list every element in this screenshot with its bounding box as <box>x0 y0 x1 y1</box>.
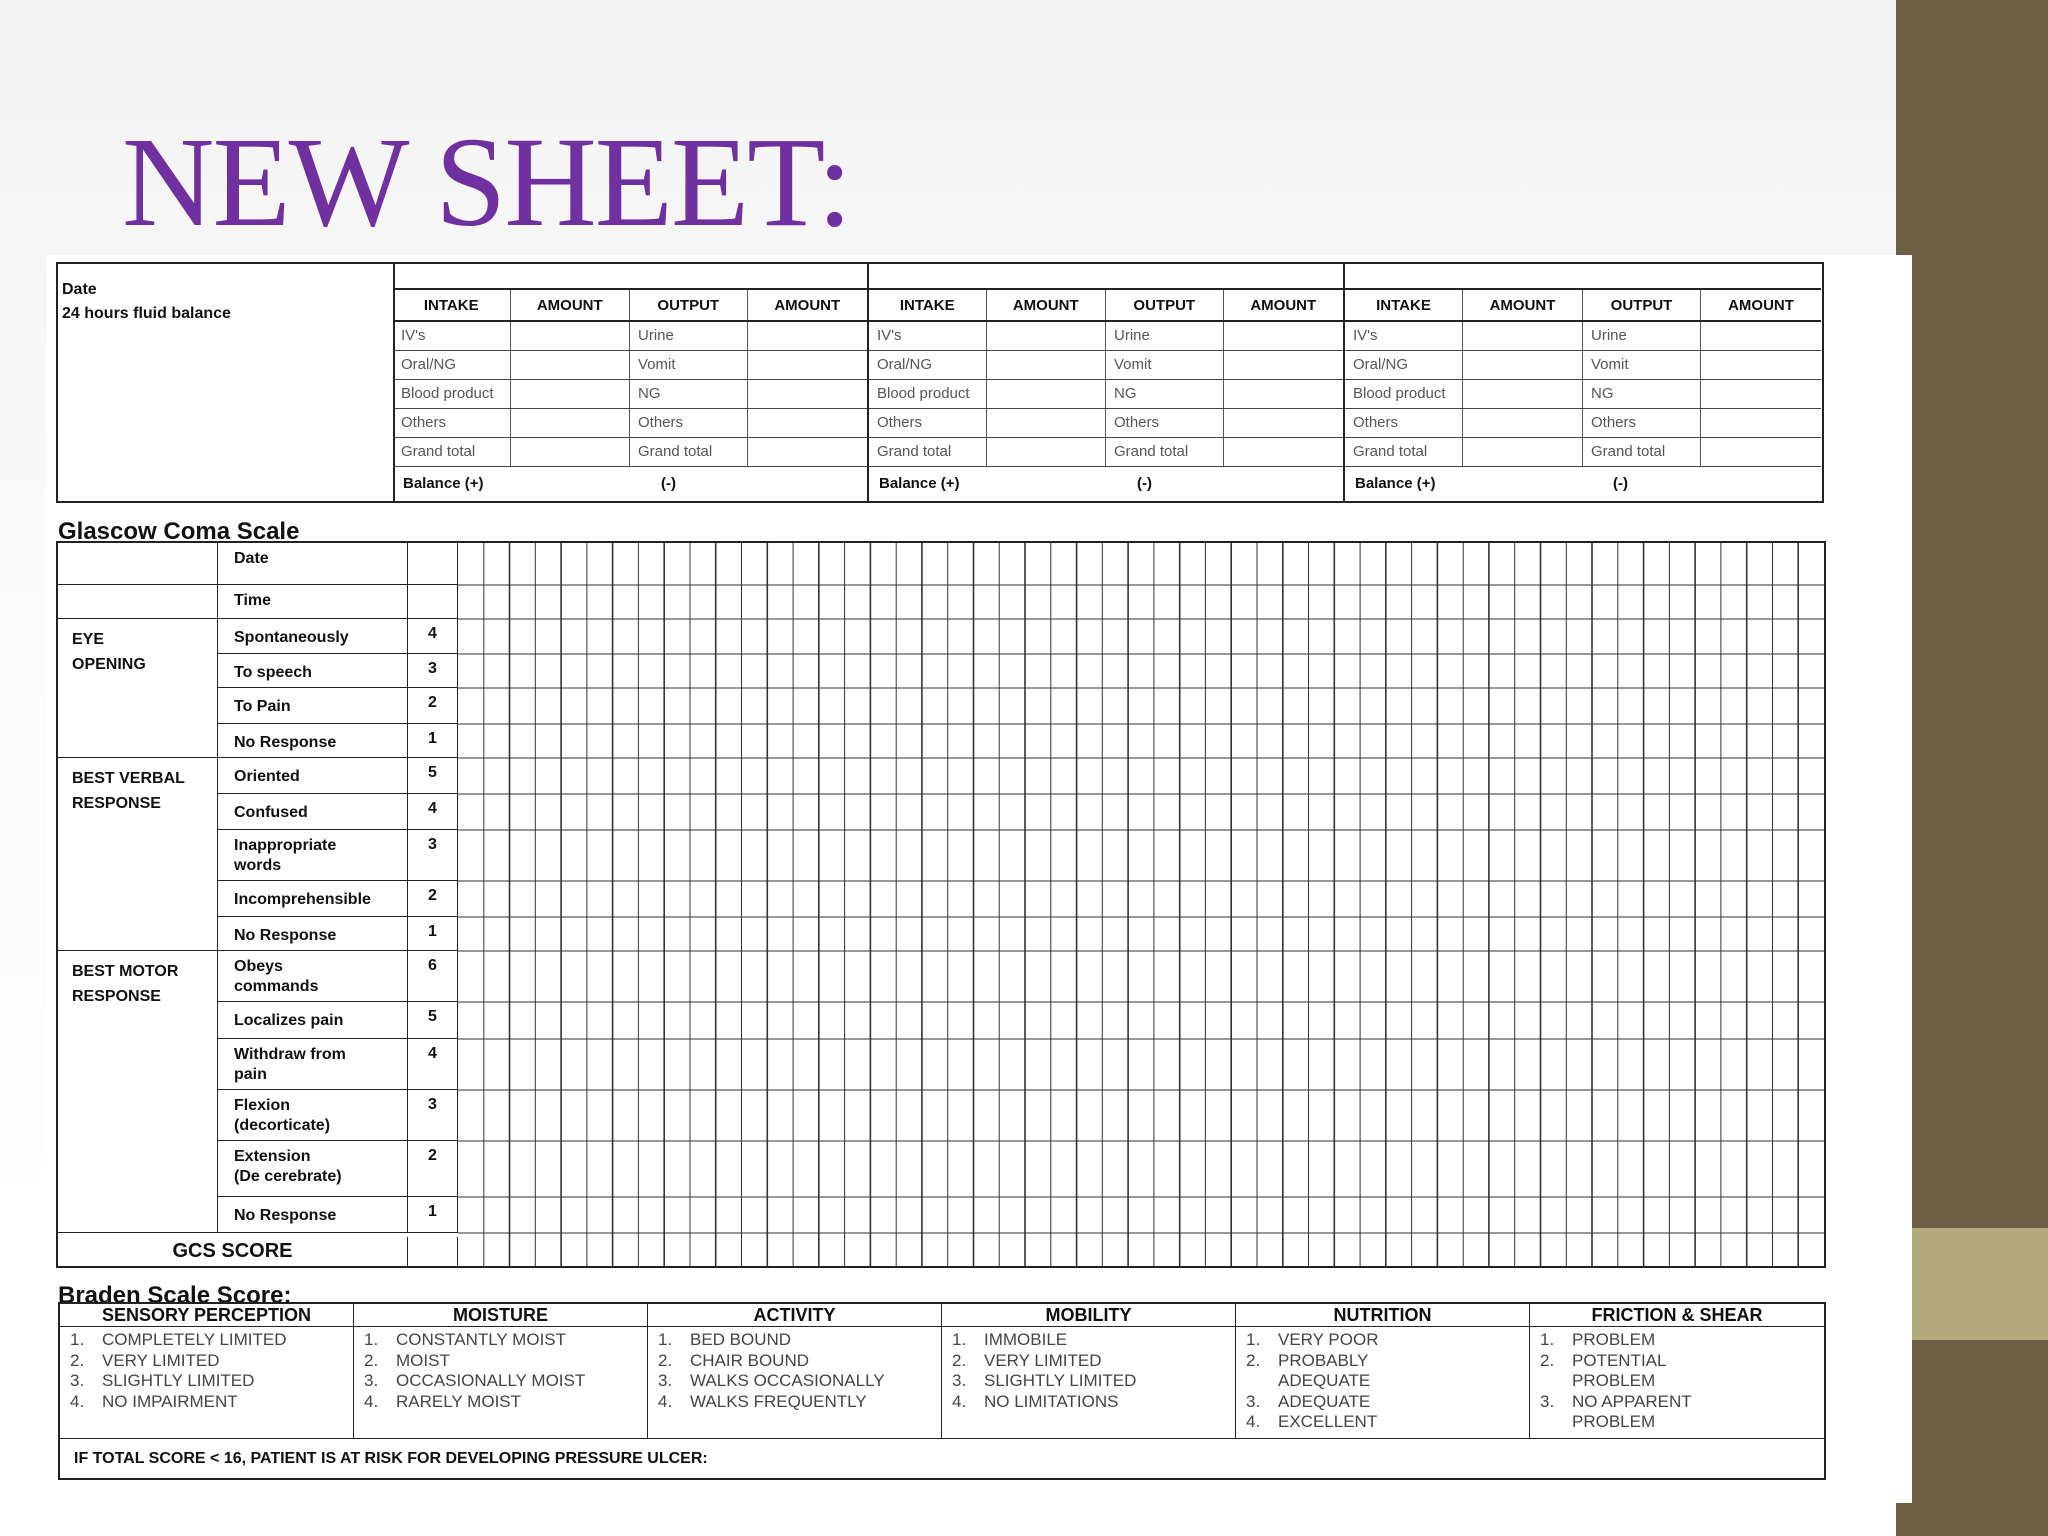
fluid-amount-cell[interactable] <box>1224 351 1343 379</box>
fluid-header-row <box>393 290 867 322</box>
braden-column-header: SENSORY PERCEPTION <box>60 1304 353 1327</box>
gcs-response-label: Flexion (decorticate) <box>218 1090 408 1141</box>
fluid-amount-cell[interactable] <box>1701 351 1821 379</box>
fluid-row <box>393 322 867 351</box>
fluid-header-row <box>869 290 1343 322</box>
fluid-header-cell: INTAKE <box>869 290 987 320</box>
braden-option-label: VERY LIMITED <box>102 1350 220 1370</box>
braden-option-number: 3. <box>1540 1391 1555 1411</box>
fluid-amount-cell[interactable] <box>1224 438 1343 466</box>
braden-option <box>1540 1371 1814 1392</box>
fluid-amount-cell[interactable] <box>1224 322 1343 350</box>
fluid-label-cell: Blood product <box>393 380 511 408</box>
fluid-block-date-cell[interactable] <box>393 264 867 290</box>
braden-option-label: NO LIMITATIONS <box>984 1391 1119 1411</box>
gcs-response-label: To speech <box>218 654 408 688</box>
fluid-row <box>393 409 867 438</box>
gcs-blank-cell <box>58 543 218 585</box>
fluid-label-cell: Grand total <box>630 438 748 466</box>
fluid-header-cell: AMOUNT <box>987 290 1107 320</box>
braden-option <box>952 1371 1225 1392</box>
gcs-response-label: No Response <box>218 724 408 758</box>
braden-option <box>1540 1330 1814 1351</box>
braden-option-label: BED BOUND <box>690 1330 792 1349</box>
gcs-response-label: Obeys commands <box>218 951 408 1002</box>
fluid-row <box>393 380 867 409</box>
braden-option-number: 2. <box>658 1350 673 1370</box>
fluid-block-1 <box>393 264 869 501</box>
braden-option-label: NO APPARENT <box>1572 1391 1692 1411</box>
braden-option <box>364 1371 637 1392</box>
gcs-response-score: 2 <box>408 1141 458 1197</box>
fluid-amount-cell[interactable] <box>748 380 867 408</box>
fluid-label-cell: Others <box>1345 409 1463 437</box>
fluid-label-cell: Grand total <box>393 438 511 466</box>
braden-column-header: ACTIVITY <box>648 1304 941 1327</box>
fluid-amount-cell[interactable] <box>748 351 867 379</box>
fluid-row <box>869 380 1343 409</box>
braden-option-label: SLIGHTLY LIMITED <box>102 1371 255 1390</box>
gcs-blank-cell <box>408 585 458 619</box>
braden-option-label: IMMOBILE <box>984 1330 1068 1349</box>
fluid-row <box>869 322 1343 351</box>
fluid-row <box>1345 380 1821 409</box>
fluid-label-cell: Vomit <box>1106 351 1224 379</box>
fluid-amount-cell[interactable] <box>1463 351 1583 379</box>
fluid-label-cell: Urine <box>1583 322 1701 350</box>
fluid-label-cell: Grand total <box>1345 438 1463 466</box>
fluid-amount-cell[interactable] <box>987 380 1107 408</box>
fluid-row <box>869 351 1343 380</box>
gcs-response-label: Oriented <box>218 758 408 794</box>
fluid-label-cell: Others <box>393 409 511 437</box>
braden-option-number: 2. <box>364 1350 379 1370</box>
fluid-amount-cell[interactable] <box>511 322 631 350</box>
braden-option-label: VERY LIMITED <box>984 1350 1102 1370</box>
braden-option-label: ADEQUATE <box>1278 1371 1371 1390</box>
fluid-amount-cell[interactable] <box>511 351 631 379</box>
braden-options-list <box>354 1327 647 1415</box>
braden-option-number: 4. <box>658 1391 673 1411</box>
gcs-response-score: 4 <box>408 1039 458 1090</box>
braden-option-label: CONSTANTLY MOIST <box>396 1330 567 1349</box>
braden-option <box>952 1351 1225 1372</box>
balance-minus-label: (-) <box>1613 475 1628 492</box>
braden-column-header: MOBILITY <box>942 1304 1235 1327</box>
fluid-block-date-cell[interactable] <box>1345 264 1821 290</box>
fluid-header-cell: OUTPUT <box>630 290 748 320</box>
fluid-row <box>1345 438 1821 467</box>
fluid-block-date-cell[interactable] <box>869 264 1343 290</box>
braden-column <box>60 1304 354 1438</box>
gcs-response-score: 2 <box>408 688 458 724</box>
braden-option <box>1246 1412 1519 1433</box>
gcs-response-label: Spontaneously <box>218 619 408 654</box>
braden-option <box>364 1351 637 1372</box>
braden-option-number: 4. <box>952 1391 967 1411</box>
fluid-row <box>869 438 1343 467</box>
fluid-balance-label: 24 hours fluid balance <box>62 305 231 322</box>
braden-option-label: VERY POOR <box>1278 1330 1379 1349</box>
fluid-amount-cell[interactable] <box>1224 380 1343 408</box>
braden-option <box>1540 1392 1814 1413</box>
fluid-amount-cell[interactable] <box>1701 380 1821 408</box>
fluid-label-cell: NG <box>1106 380 1224 408</box>
braden-option-label: NO IMPAIRMENT <box>102 1391 238 1411</box>
braden-options-list <box>942 1327 1235 1415</box>
fluid-amount-cell[interactable] <box>748 409 867 437</box>
braden-option-number <box>1246 1371 1278 1392</box>
gcs-response-label: Withdraw from pain <box>218 1039 408 1090</box>
fluid-amount-cell[interactable] <box>987 351 1107 379</box>
fluid-label-cell: Oral/NG <box>1345 351 1463 379</box>
fluid-amount-cell[interactable] <box>1701 409 1821 437</box>
gcs-title: Glascow Coma Scale <box>58 518 300 545</box>
fluid-label-cell: Others <box>869 409 987 437</box>
braden-option-label: POTENTIAL <box>1572 1350 1667 1370</box>
braden-option-label: WALKS OCCASIONALLY <box>690 1371 885 1390</box>
fluid-balance-row <box>393 467 867 501</box>
fluid-label-cell: NG <box>1583 380 1701 408</box>
braden-column-header: FRICTION & SHEAR <box>1530 1304 1824 1327</box>
fluid-amount-cell[interactable] <box>1463 409 1583 437</box>
fluid-block-3 <box>1345 264 1821 501</box>
braden-option-label: SLIGHTLY LIMITED <box>984 1371 1137 1390</box>
fluid-amount-cell[interactable] <box>1701 322 1821 350</box>
braden-risk-note: IF TOTAL SCORE < 16, PATIENT IS AT RISK FOR DEVELOPING PRESSURE ULCER: <box>60 1438 1824 1478</box>
braden-option-number: 1. <box>1246 1330 1261 1349</box>
fluid-row <box>1345 409 1821 438</box>
braden-option <box>70 1330 343 1351</box>
braden-option-number <box>1540 1371 1572 1392</box>
braden-column <box>648 1304 942 1438</box>
gcs-response-score: 6 <box>408 951 458 1002</box>
fluid-label-cell: Grand total <box>1106 438 1224 466</box>
braden-option-number: 4. <box>364 1391 379 1411</box>
braden-option <box>658 1351 931 1372</box>
gcs-entry-grid[interactable] <box>458 543 1824 1266</box>
slide-title: NEW SHEET: <box>122 111 851 253</box>
fluid-amount-cell[interactable] <box>748 438 867 466</box>
braden-option <box>1246 1351 1519 1372</box>
fluid-header-cell: OUTPUT <box>1583 290 1701 320</box>
gcs-response-score: 5 <box>408 1002 458 1039</box>
braden-option-label: PROBABLY <box>1278 1350 1369 1370</box>
fluid-label-cell: IV's <box>393 322 511 350</box>
braden-option-number: 1. <box>952 1330 967 1349</box>
braden-options-list <box>1530 1327 1824 1436</box>
braden-option-label: PROBLEM <box>1572 1412 1656 1431</box>
braden-option <box>1246 1371 1519 1392</box>
fluid-label-cell: Blood product <box>869 380 987 408</box>
fluid-label-cell: IV's <box>869 322 987 350</box>
fluid-header-cell: AMOUNT <box>1463 290 1583 320</box>
fluid-block-2 <box>869 264 1345 501</box>
braden-column <box>354 1304 648 1438</box>
fluid-amount-cell[interactable] <box>987 409 1107 437</box>
fluid-balance-table <box>56 262 1824 503</box>
gcs-response-label: To Pain <box>218 688 408 724</box>
fluid-amount-cell[interactable] <box>1463 380 1583 408</box>
braden-option <box>658 1330 931 1351</box>
braden-option-number: 3. <box>70 1371 85 1390</box>
braden-option-number <box>1540 1412 1572 1433</box>
braden-column <box>942 1304 1236 1438</box>
braden-option-label: PROBLEM <box>1572 1371 1656 1390</box>
braden-option-number: 4. <box>1246 1412 1261 1431</box>
fluid-amount-cell[interactable] <box>987 438 1107 466</box>
fluid-row <box>393 438 867 467</box>
braden-option-number: 1. <box>658 1330 673 1349</box>
gcs-category-label: BEST MOTOR RESPONSE <box>58 951 218 1233</box>
side-accent-block <box>1912 1228 2048 1340</box>
gcs-category-label: EYE OPENING <box>58 619 218 758</box>
date-label: Date <box>62 281 97 298</box>
fluid-label-cell: Vomit <box>1583 351 1701 379</box>
braden-option-label: MOIST <box>396 1350 450 1370</box>
balance-minus-label: (-) <box>661 475 676 492</box>
braden-option-label: EXCELLENT <box>1278 1412 1378 1431</box>
braden-option-number: 2. <box>70 1350 85 1370</box>
braden-option-number: 3. <box>952 1371 967 1390</box>
braden-option-number: 2. <box>1540 1350 1555 1370</box>
gcs-blank-cell <box>58 585 218 619</box>
gcs-response-label: No Response <box>218 1197 408 1233</box>
fluid-label-cell: Others <box>630 409 748 437</box>
balance-plus-label: Balance (+) <box>879 475 960 492</box>
fluid-balance-row <box>869 467 1343 501</box>
fluid-amount-cell[interactable] <box>511 380 631 408</box>
braden-option-number: 3. <box>658 1371 673 1390</box>
fluid-amount-cell[interactable] <box>748 322 867 350</box>
fluid-label-cell: Blood product <box>1345 380 1463 408</box>
gcs-response-score: 4 <box>408 794 458 830</box>
gcs-response-label: Incomprehensible <box>218 881 408 917</box>
fluid-row <box>1345 322 1821 351</box>
braden-option <box>1540 1412 1814 1433</box>
gcs-date-label: Date <box>218 543 408 585</box>
braden-option-number: 3. <box>364 1371 379 1390</box>
fluid-header-cell: AMOUNT <box>511 290 631 320</box>
fluid-amount-cell[interactable] <box>1224 409 1343 437</box>
braden-option-number: 1. <box>1540 1330 1555 1349</box>
braden-option <box>70 1392 343 1413</box>
fluid-label-cell: NG <box>630 380 748 408</box>
braden-column <box>1236 1304 1530 1438</box>
gcs-response-score: 3 <box>408 654 458 688</box>
braden-options-list <box>60 1327 353 1415</box>
fluid-header-cell: AMOUNT <box>1250 297 1317 314</box>
fluid-header-cell: AMOUNT <box>774 297 841 314</box>
fluid-row <box>393 351 867 380</box>
gcs-response-score: 5 <box>408 758 458 794</box>
gcs-response-label: Inappropriate words <box>218 830 408 881</box>
braden-option <box>364 1330 637 1351</box>
braden-option-label: WALKS FREQUENTLY <box>690 1391 867 1411</box>
gcs-time-label: Time <box>218 585 408 619</box>
braden-option-number: 2. <box>1246 1350 1261 1370</box>
braden-title: Braden Scale Score: <box>58 1282 292 1309</box>
fluid-balance-label-cell <box>58 264 395 501</box>
braden-option-label: OCCASIONALLY MOIST <box>396 1371 586 1390</box>
gcs-score-label: GCS SCORE <box>58 1237 408 1266</box>
gcs-response-score: 1 <box>408 724 458 758</box>
braden-option <box>658 1371 931 1392</box>
gcs-response-score: 3 <box>408 830 458 881</box>
glasgow-coma-scale-table <box>56 541 1826 1268</box>
fluid-header-row <box>1345 290 1821 322</box>
braden-column <box>1530 1304 1824 1438</box>
braden-option-label: PROBLEM <box>1572 1330 1656 1349</box>
gcs-score-cell <box>408 1237 458 1266</box>
balance-plus-label: Balance (+) <box>1355 475 1436 492</box>
braden-option <box>364 1392 637 1413</box>
gcs-response-score: 1 <box>408 917 458 951</box>
fluid-amount-cell[interactable] <box>987 322 1107 350</box>
fluid-header-cell: AMOUNT <box>1728 297 1794 314</box>
fluid-amount-cell[interactable] <box>511 409 631 437</box>
braden-column-header: NUTRITION <box>1236 1304 1529 1327</box>
fluid-amount-cell[interactable] <box>511 438 631 466</box>
fluid-header-cell: INTAKE <box>1345 290 1463 320</box>
braden-option <box>1540 1351 1814 1372</box>
fluid-amount-cell[interactable] <box>1701 438 1821 466</box>
gcs-blank-cell <box>408 543 458 585</box>
braden-option-number: 2. <box>952 1350 967 1370</box>
gcs-response-score: 2 <box>408 881 458 917</box>
braden-option-label: COMPLETELY LIMITED <box>102 1330 287 1349</box>
fluid-label-cell: Vomit <box>630 351 748 379</box>
braden-option <box>1246 1392 1519 1413</box>
fluid-label-cell: IV's <box>1345 322 1463 350</box>
fluid-header-cell: OUTPUT <box>1106 290 1224 320</box>
fluid-header-cell: INTAKE <box>393 290 511 320</box>
fluid-row <box>869 409 1343 438</box>
fluid-label-cell: Others <box>1106 409 1224 437</box>
braden-option-number: 1. <box>364 1330 379 1349</box>
braden-option-label: ADEQUATE <box>1278 1391 1371 1411</box>
braden-option-number: 4. <box>70 1391 85 1411</box>
fluid-label-cell: Grand total <box>869 438 987 466</box>
fluid-label-cell: Urine <box>630 322 748 350</box>
braden-options-list <box>1236 1327 1529 1436</box>
fluid-label-cell: Grand total <box>1583 438 1701 466</box>
gcs-response-score: 3 <box>408 1090 458 1141</box>
braden-option-number: 1. <box>70 1330 85 1349</box>
fluid-amount-cell[interactable] <box>1463 438 1583 466</box>
gcs-response-score: 4 <box>408 619 458 654</box>
braden-options-list <box>648 1327 941 1415</box>
braden-option <box>658 1392 931 1413</box>
balance-minus-label: (-) <box>1137 475 1152 492</box>
fluid-amount-cell[interactable] <box>1463 322 1583 350</box>
gcs-response-label: Localizes pain <box>218 1002 408 1039</box>
gcs-response-score: 1 <box>408 1197 458 1233</box>
fluid-label-cell: Oral/NG <box>869 351 987 379</box>
gcs-response-label: No Response <box>218 917 408 951</box>
braden-option-label: CHAIR BOUND <box>690 1350 810 1370</box>
gcs-category-label: BEST VERBAL RESPONSE <box>58 758 218 951</box>
braden-option <box>952 1330 1225 1351</box>
braden-option-number: 3. <box>1246 1391 1261 1411</box>
fluid-balance-row <box>1345 467 1821 501</box>
fluid-label-cell: Oral/NG <box>393 351 511 379</box>
fluid-row <box>1345 351 1821 380</box>
gcs-response-label: Confused <box>218 794 408 830</box>
braden-column-header: MOISTURE <box>354 1304 647 1327</box>
braden-option <box>70 1371 343 1392</box>
braden-option <box>70 1351 343 1372</box>
fluid-label-cell: Urine <box>1106 322 1224 350</box>
fluid-label-cell: Others <box>1583 409 1701 437</box>
gcs-response-label: Extension (De cerebrate) <box>218 1141 408 1197</box>
balance-plus-label: Balance (+) <box>403 475 484 492</box>
braden-scale-table <box>58 1302 1826 1480</box>
braden-option <box>952 1392 1225 1413</box>
braden-option <box>1246 1330 1519 1351</box>
braden-option-label: RARELY MOIST <box>396 1391 522 1411</box>
